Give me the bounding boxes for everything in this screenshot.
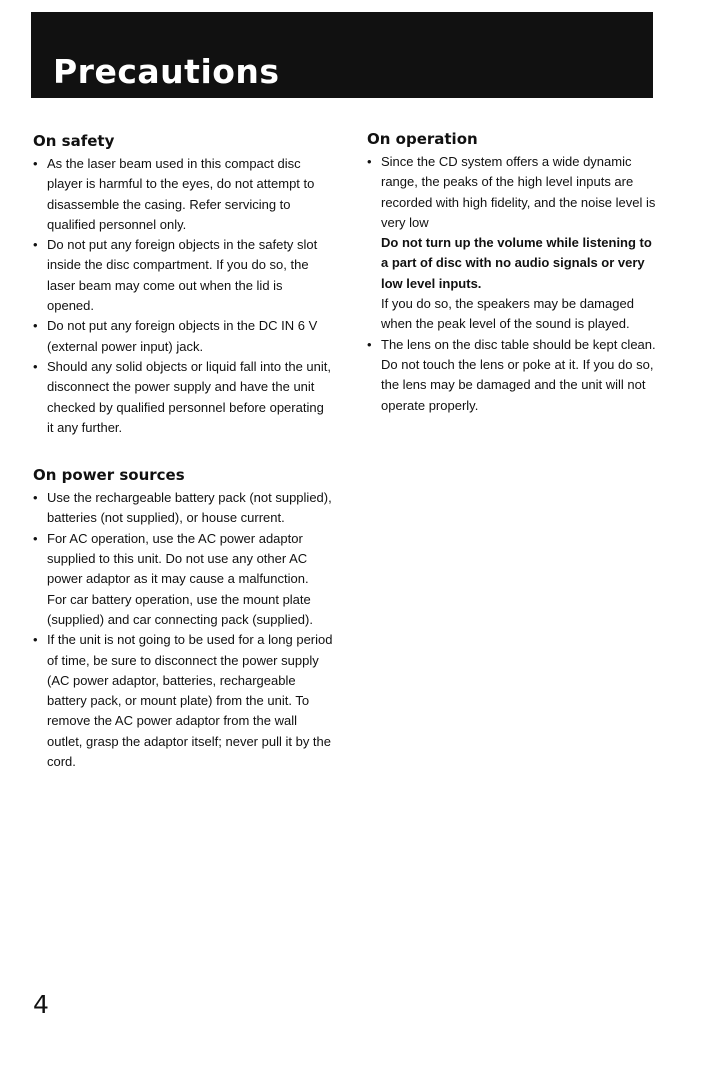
- list-item: • Use the rechargeable battery pack (not supplied), batteries (not supplied), or house current.: [33, 488, 333, 529]
- section-power-sources: [33, 464, 333, 772]
- section-heading: On operation: [367, 130, 478, 148]
- left-column: [33, 130, 333, 798]
- section-heading: On power sources: [33, 466, 185, 485]
- list-item: • The lens on the disc table should be kept clean. Do not touch the lens or poke at it. If you do so, the lens may be damaged and the unit will not operate properly.: [367, 335, 657, 416]
- section-heading: On safety: [33, 132, 115, 150]
- page-title: Precautions: [53, 52, 280, 91]
- header-bar: [31, 12, 653, 98]
- section-safety: [33, 130, 333, 438]
- page-number: 4: [33, 990, 49, 1019]
- section-operation: [367, 128, 657, 416]
- volume-warning: Do not turn up the volume while listening to a part of disc with no audio signals or very low level inputs.: [381, 235, 652, 291]
- list-item: • As the laser beam used in this compact disc player is harmful to the eyes, do not attempt to disassemble the casing. Refer servicing to qualified personnel only.: [33, 154, 333, 235]
- list-item: • Should any solid objects or liquid fall into the unit, disconnect the power supply and have the unit checked by qualified personnel before operating it any further.: [33, 357, 333, 438]
- list-item: • Do not put any foreign objects in the safety slot inside the disc compartment. If you do so, the laser beam may come out when the lid is opened.: [33, 235, 333, 316]
- right-column: [367, 128, 657, 442]
- list-item: • Since the CD system offers a wide dynamic range, the peaks of the high level inputs are recorded with high fidelity, and the noise level is very low Do not turn up the volume while listening to a part of disc with no audio signals or very low level inputs. If you do so, the speakers may be damaged when the peak level of the sound is played.: [367, 152, 657, 335]
- list-item: • If the unit is not going to be used for a long period of time, be sure to disconnect the power supply (AC power adaptor, batteries, rechargeable battery pack, or mount plate) from the unit. To remove the AC power adaptor from the wall outlet, grasp the adaptor itself; never pull it by the cord.: [33, 630, 333, 772]
- list-item: • For AC operation, use the AC power adaptor supplied to this unit. Do not use any other AC power adaptor as it may cause a malfunction. For car battery operation, use the mount plate (supplied) and car connecting pack (supplied).: [33, 529, 333, 630]
- list-item: • Do not put any foreign objects in the DC IN 6 V (external power input) jack.: [33, 316, 333, 357]
